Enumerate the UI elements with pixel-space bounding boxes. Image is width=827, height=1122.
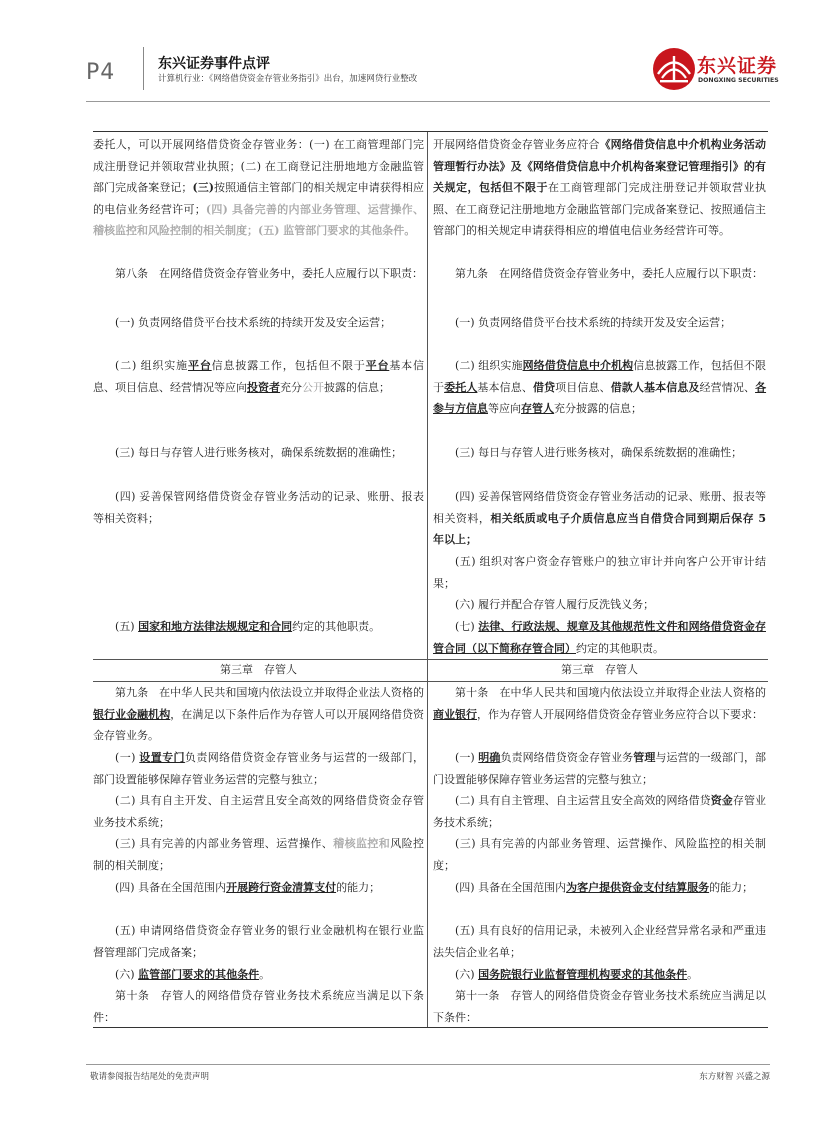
right-paragraph: 开展网络借贷资金存管业务应符合《网络借贷信息中介机构业务活动管理暂行办法》及《网络借贷信息中介机构备案登记管理指引》的有关规定，包括但不限于在工商管理部门完成注册登记并领取营业执照、在工商登记注册地地方金融监管部门完成备案登记、按照通信主管部门的相关规定申请获得相应的增值电信业务经营许可等。 xyxy=(433,138,767,238)
report-title: 东兴证券事件点评 xyxy=(158,56,270,72)
left-paragraph: (二) 组织实施平台信息披露工作，包括但不限于平台基本信息、项目信息、经营情况等应向投资者充分公开披露的信息； xyxy=(93,359,424,394)
left-paragraph: (一) 设置专门负责网络借贷资金存管业务与运营的一级部门，部门设置能够保障存管业务运营的完整与独立； xyxy=(93,751,424,786)
left-paragraph: (六) 监管部门要求的其他条件。 xyxy=(115,968,271,981)
left-paragraph: (三) 具有完善的内部业务管理、运营操作、稽核监控和风险控制的相关制度； xyxy=(93,837,425,872)
column-divider xyxy=(427,132,428,1027)
right-paragraph: (一) 负责网络借贷平台技术系统的持续开发及安全运营； xyxy=(455,316,732,329)
comparison-table xyxy=(93,131,768,1028)
page-number: P4 xyxy=(86,60,116,85)
left-paragraph: 第十条 存管人的网络借贷存管业务技术系统应当满足以下条件： xyxy=(93,989,424,1024)
right-paragraph: (六) 国务院银行业监督管理机构要求的其他条件。 xyxy=(455,968,699,981)
right-paragraph: (五) 组织对客户资金存管账户的独立审计并向客户公开审计结果； xyxy=(433,555,766,590)
logo-english-text: DONGXING SECURITIES xyxy=(698,77,779,84)
footer-rule xyxy=(86,1064,770,1065)
right-paragraph: (三) 具有完善的内部业务管理、运营操作、风险监控的相关制度； xyxy=(433,837,766,872)
header-rule xyxy=(86,101,770,102)
report-subtitle: 计算机行业：《网络借贷资金存管业务指引》出台，加速网贷行业整改 xyxy=(158,74,418,84)
right-paragraph: (三) 每日与存管人进行账务核对，确保系统数据的准确性； xyxy=(455,446,743,459)
right-chapter-heading: 第三章 存管人 xyxy=(561,663,638,676)
right-paragraph: (四) 具备在全国范围内为客户提供资金支付结算服务的能力； xyxy=(455,881,754,894)
logo-mark-icon xyxy=(652,47,696,91)
right-paragraph: (六) 履行并配合存管人履行反洗钱义务； xyxy=(455,598,655,611)
left-paragraph: (三) 每日与存管人进行账务核对，确保系统数据的准确性； xyxy=(115,446,403,459)
right-paragraph: (七) 法律、行政法规、规章及其他规范性文件和网络借贷资金存管合同（以下简称存管合同）约定的其他职责。 xyxy=(433,620,766,655)
right-paragraph: (一) 明确负责网络借贷资金存管业务管理与运营的一级部门，部门设置能够保障存管业务运营的完整与独立； xyxy=(433,751,767,786)
left-paragraph: 委托人，可以开展网络借贷资金存管业务：(一) 在工商管理部门完成注册登记并领取营业执照；(二) 在工商登记注册地地方金融监管部门完成备案登记；(三)按照通信主管部门的相关规定申请获得相应的电信业务经营许可；(四) 具备完善的内部业务管理、运营操作、稽核监控和风险控制的相关制度；(五) 监管部门要求的其他条件。 xyxy=(93,138,425,238)
right-paragraph: 第十条 在中华人民共和国境内依法设立并取得企业法人资格的商业银行，作为存管人开展网络借贷资金存管业务应符合以下要求： xyxy=(433,686,766,721)
header-separator xyxy=(143,47,144,90)
left-paragraph: 第九条 在中华人民共和国境内依法设立并取得企业法人资格的银行业金融机构，在满足以下条件后作为存管人可以开展网络借贷资金存管业务。 xyxy=(93,686,425,743)
company-logo xyxy=(652,47,779,91)
left-paragraph: (五) 国家和地方法律法规规定和合同约定的其他职责。 xyxy=(115,620,381,633)
left-paragraph: 第八条 在网络借贷资金存管业务中，委托人应履行以下职责： xyxy=(115,267,423,280)
logo-text: 东兴证券 xyxy=(697,55,778,77)
right-paragraph: (二) 具有自主管理、自主运营且安全高效的网络借贷资金存管业务技术系统； xyxy=(433,794,767,829)
left-chapter-heading: 第三章 存管人 xyxy=(220,663,297,676)
left-paragraph: (四) 妥善保管网络借贷资金存管业务活动的记录、账册、报表等相关资料； xyxy=(93,490,424,525)
left-paragraph: (一) 负责网络借贷平台技术系统的持续开发及安全运营； xyxy=(115,316,392,329)
left-paragraph: (四) 具备在全国范围内开展跨行资金清算支付的能力； xyxy=(115,881,381,894)
right-paragraph: (五) 具有良好的信用记录，未被列入企业经营异常名录和严重违法失信企业名单； xyxy=(433,924,766,959)
left-paragraph: (二) 具有自主开发、自主运营且安全高效的网络借贷资金存管业务技术系统； xyxy=(93,794,424,829)
footer-disclaimer: 敬请参阅报告结尾处的免责声明 xyxy=(90,1072,210,1082)
right-paragraph: (二) 组织实施网络借贷信息中介机构信息披露工作，包括但不限于委托人基本信息、借贷项目信息、借款人基本信息及经营情况、各参与方信息等应向存管人充分披露的信息； xyxy=(433,359,767,416)
left-paragraph: (五) 申请网络借贷资金存管业务的银行业金融机构在银行业监督管理部门完成备案； xyxy=(93,924,424,959)
right-paragraph: 第九条 在网络借贷资金存管业务中，委托人应履行以下职责： xyxy=(455,267,763,280)
right-paragraph: 第十一条 存管人的网络借贷资金存管业务技术系统应当满足以下条件： xyxy=(433,989,766,1024)
right-paragraph: (四) 妥善保管网络借贷资金存管业务活动的记录、账册、报表等相关资料，相关纸质或电子介质信息应当自借贷合同到期后保存 5 年以上； xyxy=(433,490,767,547)
footer-slogan: 东方财智 兴盛之源 xyxy=(699,1072,770,1082)
